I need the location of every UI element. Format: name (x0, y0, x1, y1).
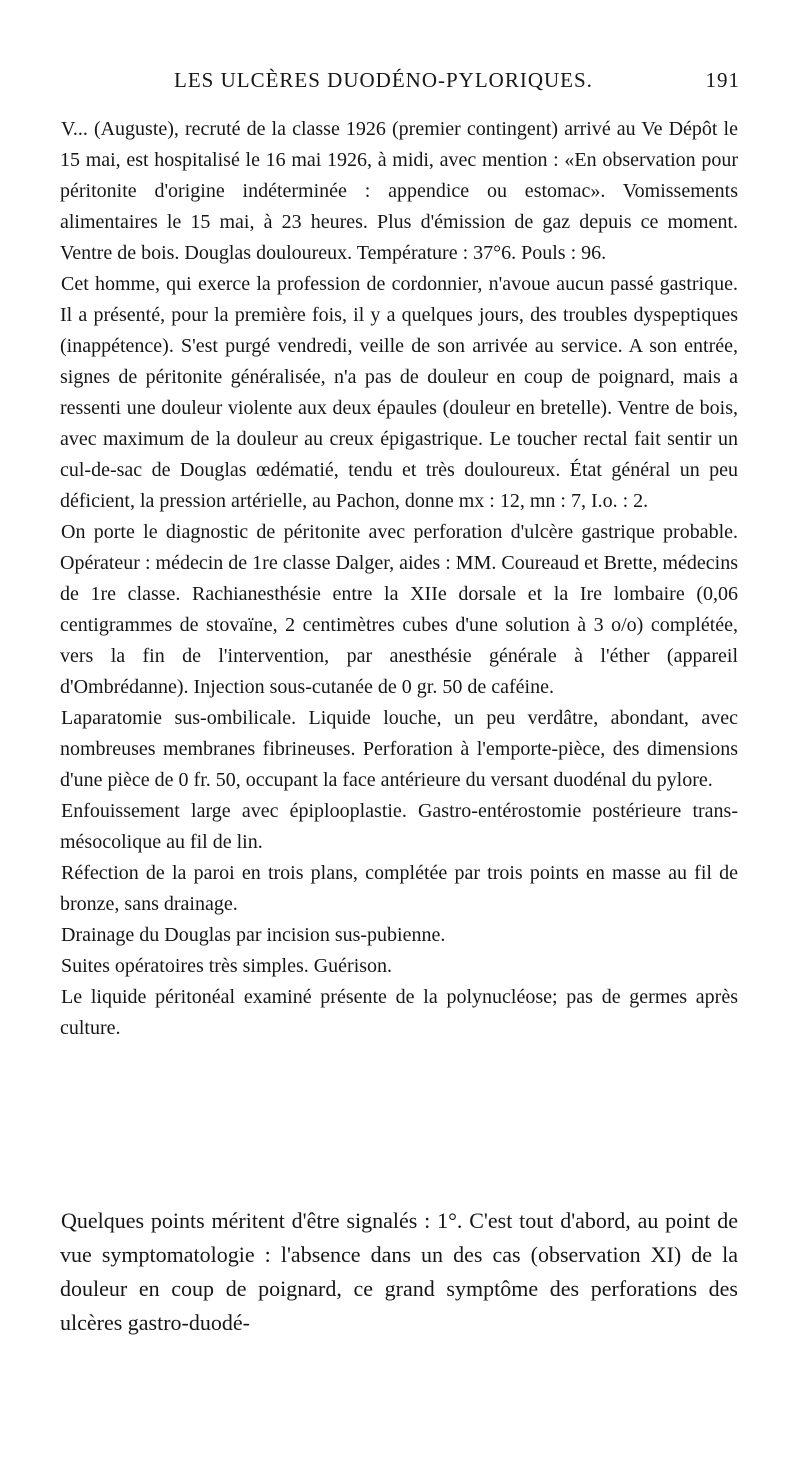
discussion-text (60, 1204, 738, 1340)
paragraph-diagnosis: On porte le diagnostic de péritonite avec perforation d'ulcère gastrique probable. Opérateur : médecin de 1re classe Dalger, aides : MM. Coureaud et Brette, médecins de 1re classe. Rachianesthésie entre la XIIe dorsale et la Ire lombaire (0,06 centigrammes de stovaïne, 2 centimètres cubes d'une solution à 3 o/o) complétée, vers la fin de l'intervention, par anesthésie générale à l'éther (appareil d'Ombrédanne). Injection sous-cutanée de 0 gr. 50 de caféine. (60, 521, 738, 698)
observation-text (60, 114, 738, 1044)
running-head (174, 60, 740, 100)
paragraph-laparotomy: Laparatomie sus-ombilicale. Liquide louche, un peu verdâtre, abondant, avec nombreuses membranes fibrineuses. Perforation à l'emporte-pièce, des dimensions d'une pièce de 0 fr. 50, occupant la face antérieure du versant duodénal du pylore. (60, 707, 738, 791)
paragraph-fluid-exam: Le liquide péritonéal examiné présente de la polynucléose; pas de germes après culture. (60, 986, 738, 1039)
paragraph-burial: Enfouissement large avec épiplooplastie. Gastro-entérostomie postérieure trans-mésocolique au fil de lin. (60, 800, 738, 853)
paragraph-history: Cet homme, qui exerce la profession de cordonnier, n'avoue aucun passé gastrique. Il a présenté, pour la première fois, il y a quelques jours, des troubles dyspeptiques (inappétence). S'est purgé vendredi, veille de son arrivée au service. A son entrée, signes de péritonite généralisée, n'a pas de douleur en coup de poignard, mais a ressenti une douleur violente aux deux épaules (douleur en bretelle). Ventre de bois, avec maximum de la douleur au creux épigastrique. Le toucher rectal fait sentir un cul-de-sac de Douglas œdématié, tendu et très douloureux. État général un peu déficient, la pression artérielle, au Pachon, donne mx : 12, mn : 7, I.o. : 2. (60, 273, 738, 512)
running-title: LES ULCÈRES DUODÉNO-PYLORIQUES. (174, 68, 593, 92)
paragraph-outcome: Suites opératoires très simples. Guérison. (61, 955, 393, 977)
paragraph-points: Quelques points méritent d'être signalés : 1°. C'est tout d'abord, au point de vue symptomatologie : l'absence dans un des cas (observation XI) de la douleur en coup de poignard, ce grand symptôme des perforations des ulcères gastro-duodé- (60, 1208, 738, 1335)
paragraph-drainage: Drainage du Douglas par incision sus-pubienne. (61, 924, 446, 946)
paragraph-case-intro: V... (Auguste), recruté de la classe 1926 (premier contingent) arrivé au Ve Dépôt le 15 mai, est hospitalisé le 16 mai 1926, à midi, avec mention : «En observation pour péritonite d'origine indéterminée : appendice ou estomac». Vomissements alimentaires le 15 mai, à 23 heures. Plus d'émission de gaz depuis ce moment. Ventre de bois. Douglas douloureux. Température : 37°6. Pouls : 96. (60, 118, 738, 264)
page-number: 191 (705, 68, 740, 92)
paragraph-wall-repair: Réfection de la paroi en trois plans, complétée par trois points en masse au fil de bronze, sans drainage. (60, 862, 738, 915)
